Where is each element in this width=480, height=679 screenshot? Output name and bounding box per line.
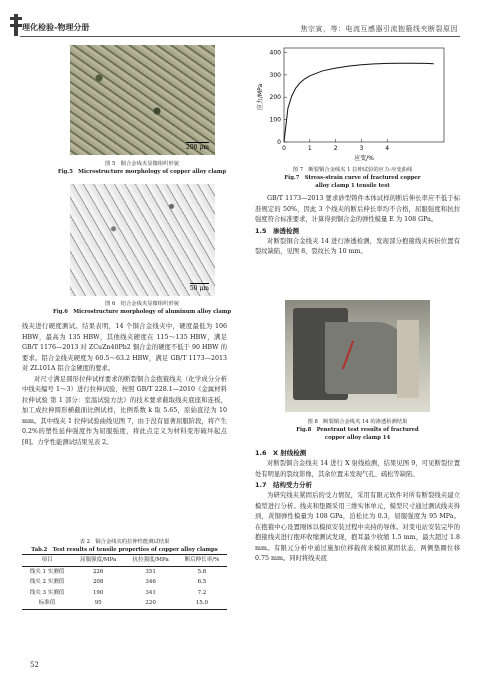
y-tick-label: 400 xyxy=(269,49,281,57)
section-heading: 1.6 X 射线检测 xyxy=(255,449,307,457)
header-rule xyxy=(20,36,460,37)
table2-block xyxy=(22,538,227,610)
x-tick-label: 1 xyxy=(307,145,312,152)
paragraph: GB/T 1173—2013 要求砂型铸件本体试样的断后伸长率应不低于标准规定的 50%，因此 3 个线夹的断后伸长率均不合格，屈服强度和抗拉强度符合标准要求，计算得到铜合金的弹性模量 E 为 108 GPa。 xyxy=(255,195,460,223)
table-cell: 线夹 1 实测值 xyxy=(29,568,65,575)
table2 xyxy=(22,554,227,610)
paragraph: 为研究线夹紧固后的受力情况，采用有限元软件对所有断裂线夹建立模型进行分析。线夹和垫圈采用三维实体单元，模型尺寸通过测试线夹得到，黄铜弹性模量为 108 GPa，泊松比为 0.3，屈服强度为 95 MPa。在抱箍中心设置刚体以模拟安装过程中夹持的导体。对变电站安装完毕的抱箍线夹进行抱环收缩测试发现，抱耳最少收缩 1.5 mm，最大超过 1.8 mm。有限元分析中通过施加位移载荷来模拟紧固状态，两侧垫圈位移 0.75 mm。同时将线夹底 xyxy=(255,492,460,562)
table2-title-en: Tab.2 Test results of tensile properties of copper alloy clamps xyxy=(31,547,218,553)
table-cell: 346 xyxy=(145,579,156,585)
paragraph: 线夹进行硬度测试。结果表明，14 个铜合金线夹中，硬度最低为 106 HBW，最高为 135 HBW，其他线夹硬度在 115～135 HBW，满足 GB/T 1176—2013 对 ZCuZn40Pb2 铜合金的硬度不低于 90 HBW 的要求。铝合金线夹硬度为 60.5～63.2 HBW，满足 GB/T 1173—2013 对 ZL101A 铝合金硬度的要求。 xyxy=(22,323,227,372)
table-row xyxy=(22,577,227,588)
x-tick-label: 4 xyxy=(385,145,390,152)
x-tick-label: 2 xyxy=(333,145,338,152)
section-heading: 1.5 渗透检测 xyxy=(255,226,300,235)
fig6-caption-en: Fig.6 Microstructure morphology of aluminum alloy clamp xyxy=(52,309,232,315)
section-heading: 1.7 结构受力分析 xyxy=(255,481,313,489)
right-column-bottom xyxy=(255,448,460,565)
x-tick-label: 3 xyxy=(359,145,364,152)
page-number: 52 xyxy=(30,661,39,669)
table-cell: 6.5 xyxy=(197,579,207,585)
table-cell: 351 xyxy=(145,568,156,575)
y-axis-label: 应力/MPa xyxy=(257,83,264,111)
table-header: 屈服强度/MPa xyxy=(72,555,124,567)
table-cell: 341 xyxy=(145,589,156,596)
table-row xyxy=(22,588,227,599)
fig7-caption-en: Fig.7 Stress-strain curve of fractured copper xyxy=(284,175,421,181)
table-cell: 220 xyxy=(124,598,176,609)
table-header: 抗拉强度/MPa xyxy=(124,555,176,567)
fig8-penetrant-photo xyxy=(285,300,430,412)
fig8-caption-en: Fig.8 Penetrant test results of fractured xyxy=(296,427,419,433)
x-axis-label: 应变/% xyxy=(354,155,374,162)
fig8-caption-en-2: copper alloy clamp 14 xyxy=(324,435,391,441)
fig6-micrograph xyxy=(70,184,215,296)
plot-frame xyxy=(284,48,444,142)
table-cell: 190 xyxy=(92,589,104,596)
y-tick-label: 300 xyxy=(269,71,281,79)
table-cell: 线夹 2 实测值 xyxy=(29,579,65,585)
running-title: 焦宗寅，等：电流互感器引流抱箍线夹断裂原因 xyxy=(300,25,458,33)
table-cell: 5.8 xyxy=(197,568,207,575)
y-tick-label: 0 xyxy=(277,139,281,146)
fig7-stress-strain-chart xyxy=(252,42,452,162)
paragraph: 对断裂铜合金线夹 14 进行渗透检测，发现部分抱箍线夹转折位置有裂纹缺陷，见图 8，裂纹长为 10 mm。 xyxy=(255,237,460,255)
table-cell: 线夹 3 实测值 xyxy=(29,589,65,596)
fig7-caption-en-2: alloy clamp 1 tensile test xyxy=(315,183,390,189)
fig6-caption-cn: 图 6 铝合金线夹显微组织形貌 xyxy=(105,301,179,307)
table-cell: 226 xyxy=(92,568,104,575)
fig5-caption-en: Fig.5 Microstructure morphology of copper alloy clamp xyxy=(57,169,227,175)
y-tick-label: 200 xyxy=(269,94,281,102)
fig5-micrograph xyxy=(70,45,215,155)
left-column-text xyxy=(22,322,227,448)
table-header: 断后伸长率/% xyxy=(177,555,227,567)
stress-strain-curve xyxy=(284,63,434,142)
table-row xyxy=(22,566,227,577)
fig6-scale-bar: 50 μm xyxy=(189,285,209,292)
right-column-top xyxy=(255,194,460,258)
table-row xyxy=(22,598,227,609)
table-cell: 15.0 xyxy=(177,598,227,609)
table-cell: 标准值 xyxy=(22,598,72,609)
paragraph: 对尺寸满足圆形拉伸试样要求的断裂铜合金抱箍线夹（化学成分分析中线夹编号 1～3）进行拉伸试验，按照 GB/T 228.1—2010《金属材料 拉伸试验 第 1 部分：室温试验方法》的技术要求截取线夹底座和连板，加工成拉伸圆形横截面比例试样，比例系数 k 取 5.65，原始直径为 10 mm。其中线夹 1 拉伸试验曲线见图 7，由于没有显著屈服阶段，将产生 0.2%的塑性延伸强度作为屈服强度，将此点定义为材料变形破坏起点[8]。力学性能测试结果见表 2。 xyxy=(22,375,227,446)
y-tick-label: 100 xyxy=(269,116,281,124)
table2-title-cn: 表 2 铜合金线夹的拉伸性能测试结果 xyxy=(79,539,170,545)
journal-name: 理化检验-物理分册 xyxy=(22,23,90,32)
fig5-scale-bar: 200 μm xyxy=(186,144,209,151)
table-header: 项目 xyxy=(22,555,72,567)
x-tick-label: 0 xyxy=(282,145,286,152)
fig7-caption-cn: 图 7 断裂铜合金线夹 1 拉伸试验的应力-应变曲线 xyxy=(292,167,413,173)
fig8-caption-cn: 图 8 断裂铜合金线夹 14 的渗透检测结果 xyxy=(307,419,408,425)
paragraph: 对断裂铜合金线夹 14 进行 X 射线检测，结果见图 9，可见断裂位置处有明显的裂纹影像，其余位置未发现气孔、疏松等缺陷。 xyxy=(255,460,460,478)
fig5-caption-cn: 图 5 铜合金线夹显微组织形貌 xyxy=(105,161,179,167)
table-cell: 208 xyxy=(92,579,104,585)
table-cell: 95 xyxy=(72,598,124,609)
table-cell: 7.2 xyxy=(197,589,207,596)
